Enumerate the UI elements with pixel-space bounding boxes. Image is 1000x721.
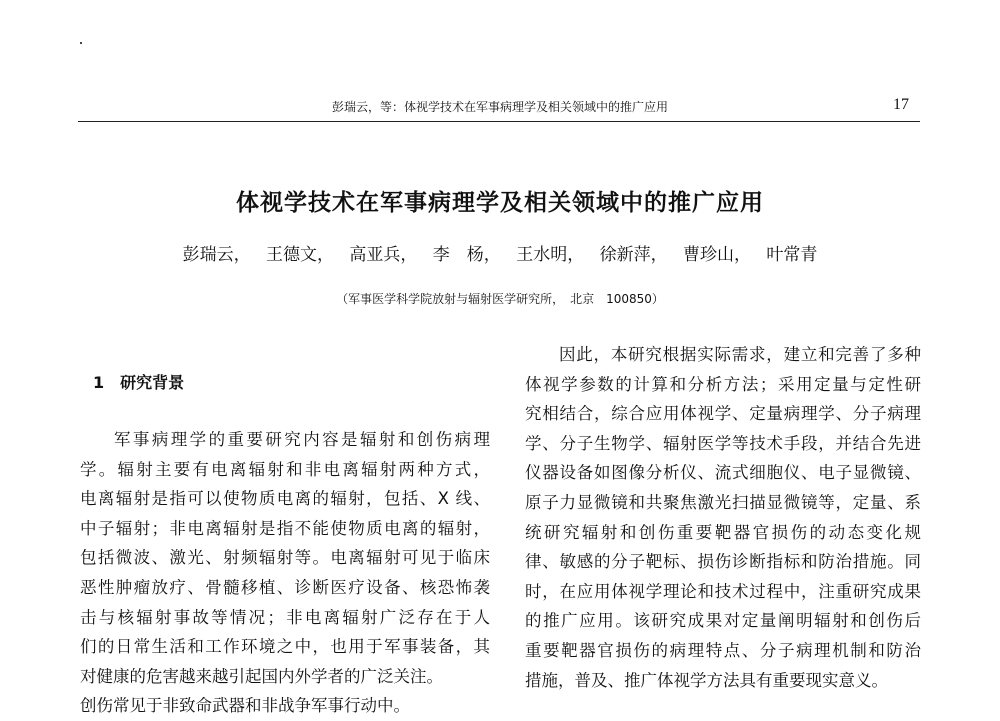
text-line: 统研究辐射和创伤重要靶器官损伤的动态变化规 bbox=[525, 522, 921, 542]
scan-speck bbox=[80, 42, 82, 44]
text-line: 重要靶器官损伤的病理特点、分子病理机制和防治 bbox=[525, 640, 921, 660]
text-line: 们的日常生活和工作环境之中，也用于军事装备，其 bbox=[80, 637, 490, 657]
text-line: 创伤常见于非致命武器和非战争军事行动中。 bbox=[80, 696, 410, 716]
text-line: 律、敏感的分子靶标、损伤诊断指标和防治措施。同 bbox=[525, 552, 921, 572]
author-list bbox=[0, 240, 1000, 265]
text-line: 体视学参数的计算和分析方法；采用定量与定性研 bbox=[525, 374, 921, 394]
author: 叶常青 bbox=[766, 245, 818, 265]
text-line: 对健康的危害越来越引起国内外学者的广泛关注。 bbox=[80, 666, 443, 686]
text-line: 措施，普及、推广体视学方法具有重要现实意义。 bbox=[525, 670, 888, 690]
text-line: 中子辐射；非电离辐射是指不能使物质电离的辐射， bbox=[80, 518, 490, 538]
text-line: 的推广应用。该研究成果对定量阐明辐射和创伤后 bbox=[525, 611, 921, 631]
header-rule bbox=[78, 121, 920, 122]
author: 王水明， bbox=[516, 245, 585, 265]
text-line: 究相结合，综合应用体视学、定量病理学、分子病理 bbox=[525, 404, 921, 424]
right-column bbox=[525, 340, 921, 695]
text-line: 电离辐射是指可以使物质电离的辐射，包括、X 线、 bbox=[80, 489, 490, 509]
page-number: 17 bbox=[893, 96, 909, 113]
author: 高亚兵， bbox=[349, 245, 418, 265]
text-line: 恶性肿瘤放疗、骨髓移植、诊断医疗设备、核恐怖袭 bbox=[80, 577, 490, 597]
text-line: 学。辐射主要有电离辐射和非电离辐射两种方式， bbox=[80, 459, 490, 479]
text-line: 因此，本研究根据实际需求，建立和完善了多种 bbox=[559, 345, 921, 364]
author: 彭瑞云， bbox=[182, 245, 251, 265]
running-head: 彭瑞云，等：体视学技术在军事病理学及相关领域中的推广应用 bbox=[331, 100, 668, 114]
author: 李 杨， bbox=[432, 245, 501, 265]
section-heading: 1 研究背景 bbox=[93, 373, 185, 392]
author: 王德文， bbox=[265, 245, 334, 265]
text-line: 时，在应用体视学理论和技术过程中，注重研究成果 bbox=[525, 581, 921, 601]
left-column bbox=[80, 425, 490, 721]
affiliation: （军事医学科学院放射与辐射医学研究所， 北京 100850） bbox=[336, 292, 664, 306]
text-line: 包括微波、激光、射频辐射等。电离辐射可见于临床 bbox=[80, 548, 490, 568]
text-line: 击与核辐射事故等情况；非电离辐射广泛存在于人 bbox=[80, 607, 490, 627]
text-line: 仪器设备如图像分析仪、流式细胞仪、电子显微镜、 bbox=[525, 463, 921, 483]
author: 曹珍山， bbox=[683, 245, 752, 265]
paper-title: 体视学技术在军事病理学及相关领域中的推广应用 bbox=[236, 190, 764, 216]
text-line: 学、分子生物学、辐射医学等技术手段，并结合先进 bbox=[525, 433, 921, 453]
text-line: 原子力显微镜和共聚焦激光扫描显微镜等，定量、系 bbox=[525, 492, 921, 512]
text-line: 军事病理学的重要研究内容是辐射和创伤病理 bbox=[114, 430, 490, 449]
author: 徐新萍， bbox=[599, 245, 668, 265]
